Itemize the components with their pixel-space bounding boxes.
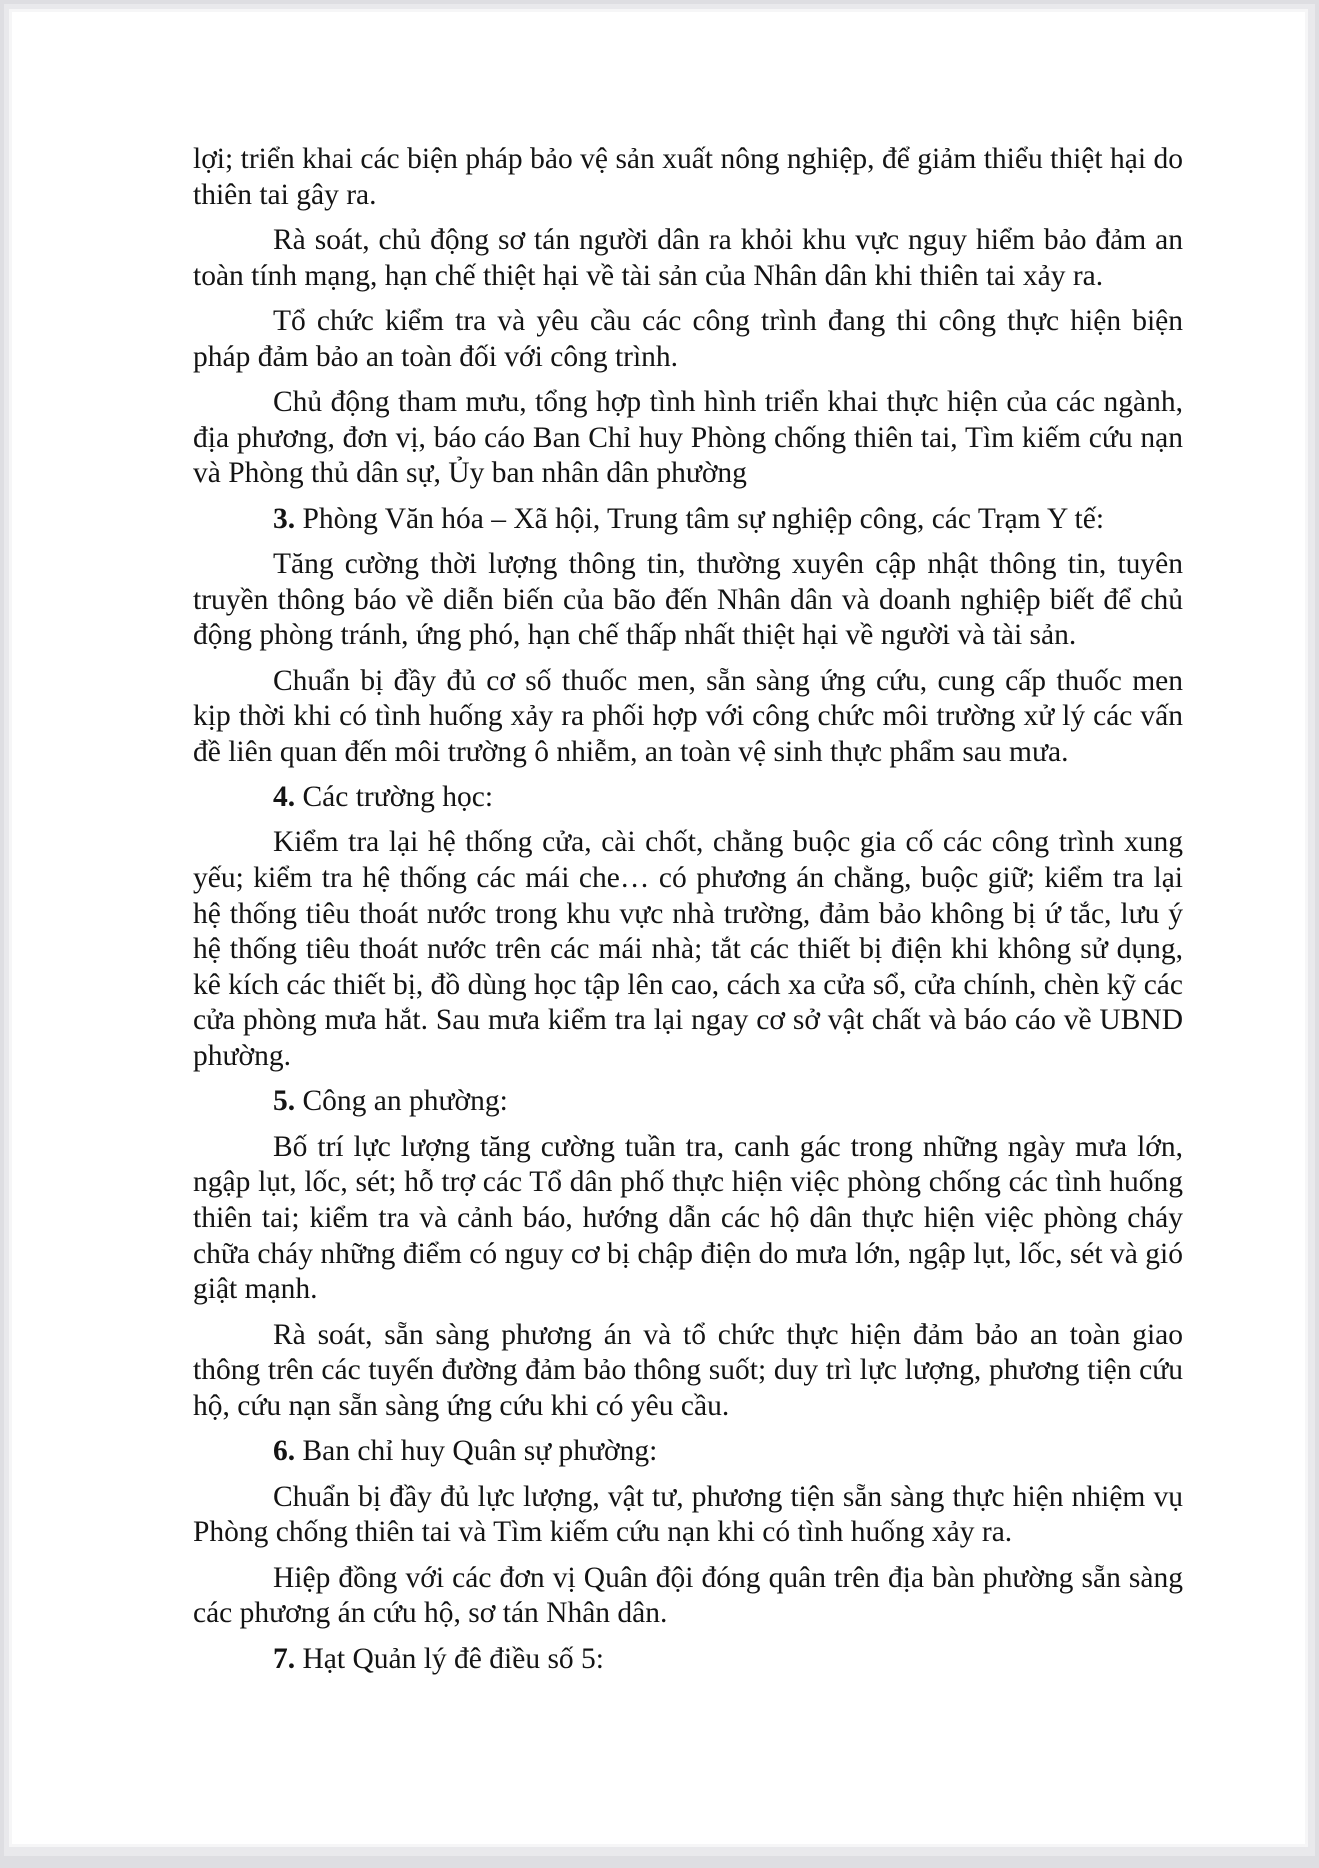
paragraph: Tổ chức kiểm tra và yêu cầu các công trình đang thi công thực hiện biện pháp đảm bảo an toàn đối với công trình. [193, 304, 1183, 373]
section-heading-4 [193, 780, 1183, 816]
section-title: Các trường học: [295, 781, 494, 814]
section-title: Phòng Văn hóa – Xã hội, Trung tâm sự nghiệp công, các Trạm Y tế: [295, 502, 1105, 535]
section-number: 6. [273, 1435, 296, 1468]
paragraph-continuation: lợi; triển khai các biện pháp bảo vệ sản xuất nông nghiệp, để giảm thiểu thiệt hại do thiên tai gây ra. [193, 143, 1183, 211]
paragraph: Rà soát, chủ động sơ tán người dân ra khỏi khu vực nguy hiểm bảo đảm an toàn tính mạng, hạn chế thiệt hại về tài sản của Nhân dân khi thiên tai xảy ra. [193, 223, 1183, 292]
paragraph: Chuẩn bị đầy đủ lực lượng, vật tư, phương tiện sẵn sàng thực hiện nhiệm vụ Phòng chống thiên tai và Tìm kiếm cứu nạn khi có tình huống xảy ra. [193, 1480, 1183, 1549]
section-number: 3. [273, 502, 296, 535]
paragraph: Bố trí lực lượng tăng cường tuần tra, canh gác trong những ngày mưa lớn, ngập lụt, lốc, sét; hỗ trợ các Tổ dân phố thực hiện việc phòng chống các tình huống thiên tai; kiểm tra và cảnh báo, hướng dẫn các hộ dân thực hiện việc phòng cháy chữa cháy những điểm có nguy cơ bị chập điện do mưa lớn, ngập lụt, lốc, sét và gió giật mạnh. [193, 1130, 1183, 1306]
section-heading-7 [193, 1642, 1183, 1678]
document-page [9, 9, 1308, 1847]
paragraph: Chủ động tham mưu, tổng hợp tình hình triển khai thực hiện của các ngành, địa phương, đơn vị, báo cáo Ban Chỉ huy Phòng chống thiên tai, Tìm kiếm cứu nạn và Phòng thủ dân sự, Ủy ban nhân dân phường [193, 385, 1183, 490]
section-heading-6 [193, 1434, 1183, 1470]
section-number: 7. [273, 1642, 296, 1675]
section-title: Công an phường: [295, 1085, 508, 1118]
document-body [193, 142, 1183, 1677]
paragraph: Chuẩn bị đầy đủ cơ số thuốc men, sẵn sàng ứng cứu, cung cấp thuốc men kịp thời khi có tình huống xảy ra phối hợp với công chức môi trường xử lý các vấn đề liên quan đến môi trường ô nhiễm, an toàn vệ sinh thực phẩm sau mưa. [193, 664, 1183, 768]
section-heading-5 [193, 1084, 1183, 1120]
paragraph: Hiệp đồng với các đơn vị Quân đội đóng quân trên địa bàn phường sẵn sàng các phương án cứu hộ, sơ tán Nhân dân. [193, 1561, 1183, 1630]
section-title: Hạt Quản lý đê điều số 5: [295, 1642, 604, 1675]
paragraph: Rà soát, sẵn sàng phương án và tổ chức thực hiện đảm bảo an toàn giao thông trên các tuyến đường đảm bảo thông suốt; duy trì lực lượng, phương tiện cứu hộ, cứu nạn sẵn sàng ứng cứu khi có yêu cầu. [193, 1318, 1183, 1422]
section-heading-3 [193, 502, 1183, 538]
section-number: 4. [273, 781, 296, 814]
paragraph: Kiểm tra lại hệ thống cửa, cài chốt, chằng buộc gia cố các công trình xung yếu; kiểm tra hệ thống các mái che… có phương án chằng, buộc giữ; kiểm tra lại hệ thống tiêu thoát nước trong khu vực nhà trường, đảm bảo không bị ứ tắc, lưu ý hệ thống tiêu thoát nước trên các mái nhà; tắt các thiết bị điện khi không sử dụng, kê kích các thiết bị, đồ dùng học tập lên cao, cách xa cửa sổ, cửa chính, chèn kỹ các cửa phòng mưa hắt. Sau mưa kiểm tra lại ngay cơ sở vật chất và báo cáo về UBND phường. [193, 826, 1183, 1073]
section-number: 5. [273, 1085, 296, 1118]
section-title: Ban chỉ huy Quân sự phường: [295, 1435, 658, 1468]
paragraph: Tăng cường thời lượng thông tin, thường xuyên cập nhật thông tin, tuyên truyền thông báo về diễn biến của bão đến Nhân dân và doanh nghiệp biết để chủ động phòng tránh, ứng phó, hạn chế thấp nhất thiệt hại về người và tài sản. [193, 547, 1183, 652]
